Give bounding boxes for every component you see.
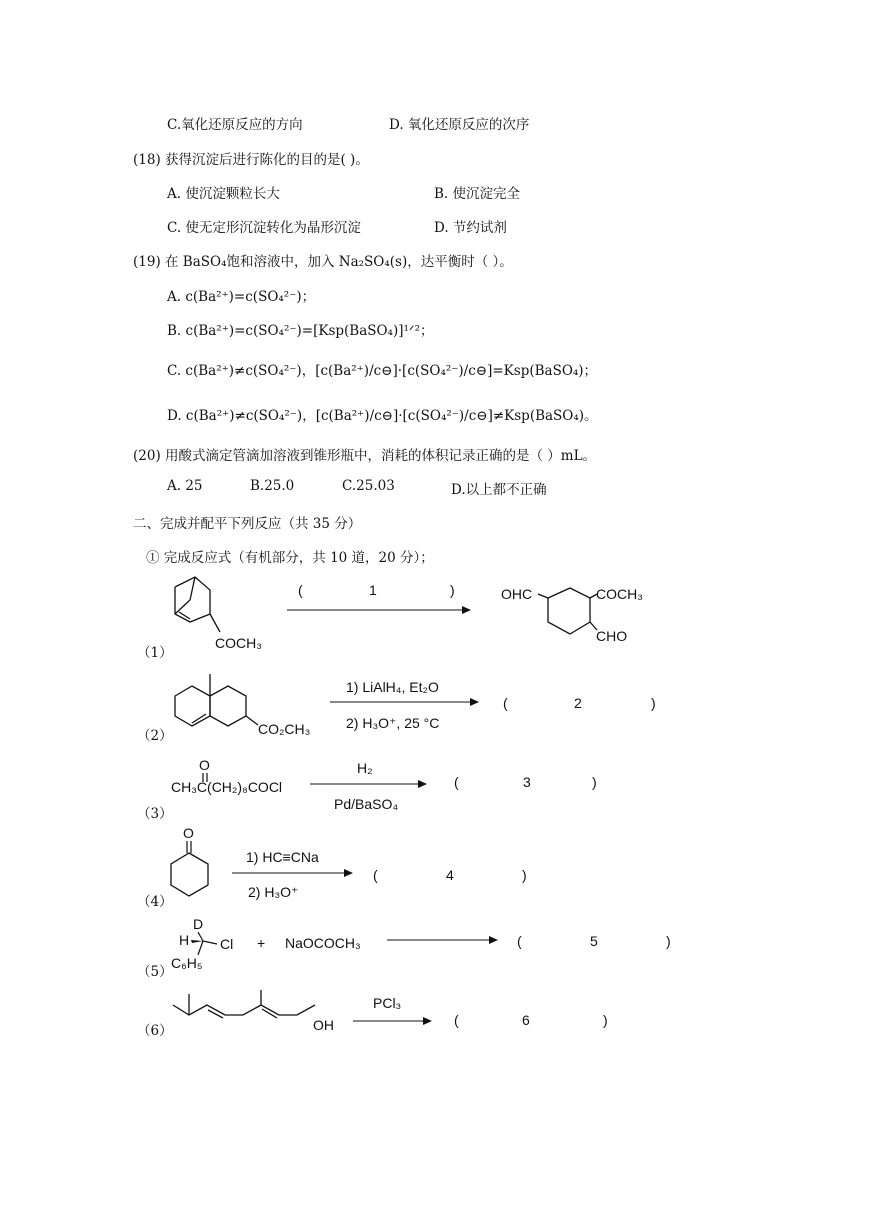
reaction-1-product-cho-left: OHC <box>501 586 533 602</box>
q18-option-d: D. 节约试剂 <box>434 220 507 236</box>
reaction-3-blank-open: ( <box>454 774 459 790</box>
reaction-5-plus: + <box>257 935 266 951</box>
q20-option-c: C.25.03 <box>342 478 395 494</box>
reaction-3-blank-close: ) <box>592 774 597 790</box>
reaction-2-blank-close: ) <box>651 695 656 711</box>
q17-option-d: D. 氧化还原反应的次序 <box>389 117 530 133</box>
reaction-5-blank-open: ( <box>517 933 522 949</box>
q20-option-a: A. 25 <box>167 478 203 494</box>
reaction-2-condition-top: 1) LiAlH₄, Et₂O <box>346 679 439 695</box>
q19-option-b: B. c(Ba²⁺)=c(SO₄²⁻)=[Ksp(BaSO₄)]¹ᐟ²； <box>167 323 434 339</box>
q20-stem: (20) 用酸式滴定管滴加溶液到锥形瓶中，消耗的体积记录正确的是（ ）mL。 <box>133 448 597 464</box>
reaction-2-reactant-label: CO₂CH₃ <box>258 721 311 737</box>
reaction-5-chlorine: Cl <box>220 936 234 952</box>
reaction-6-blank-open: ( <box>454 1012 459 1028</box>
q18-option-b: B. 使沉淀完全 <box>434 186 521 202</box>
reaction-3-reactant: CH₃C(CH₂)₈COCl <box>171 779 283 795</box>
reaction-1-arrow <box>287 605 472 615</box>
reaction-3-carbonyl-o: O <box>199 757 210 773</box>
reaction-5-phenyl: C₆H₅ <box>171 955 203 971</box>
q19-option-d: D. c(Ba²⁺)≠c(SO₄²⁻)，[c(Ba²⁺)/c⊖]·[c(SO₄²⁻)/c⊖]≠Ksp(BaSO₄)。 <box>167 408 598 424</box>
reaction-2-condition-bottom: 2) H₃O⁺, 25 °C <box>346 715 440 731</box>
reaction-4-carbonyl-o: O <box>183 825 194 841</box>
reaction-3-blank-number: 3 <box>523 774 531 790</box>
reaction-4-condition-top: 1) HC≡CNa <box>246 849 319 865</box>
q17-option-c: C.氧化还原反应的方向 <box>167 117 303 133</box>
reaction-3-number: （3） <box>137 806 173 822</box>
reaction-6-condition-top: PCl₃ <box>373 995 402 1011</box>
reaction-1-product-structure <box>500 580 680 650</box>
q18-option-a: A. 使沉淀颗粒长大 <box>167 186 280 202</box>
reaction-3-condition-bottom: Pd/BaSO₄ <box>334 796 399 812</box>
q18-stem: (18) 获得沉淀后进行陈化的目的是( )。 <box>133 152 369 168</box>
reaction-4-number: （4） <box>137 894 173 910</box>
q19-option-a: A. c(Ba²⁺)=c(SO₄²⁻)； <box>167 289 316 305</box>
reaction-6-reactant-structure <box>170 990 345 1035</box>
reaction-1-reactant-label: COCH₃ <box>215 635 262 651</box>
reaction-2-reactant-structure <box>170 668 320 738</box>
q20-option-d: D.以上都不正确 <box>451 482 547 498</box>
reaction-4-blank-open: ( <box>373 867 378 883</box>
reaction-6-blank-number: 6 <box>522 1012 530 1028</box>
reaction-6-blank-close: ) <box>603 1012 608 1028</box>
reaction-1-blank-close: ) <box>450 582 455 598</box>
reaction-3-arrow <box>310 779 430 789</box>
reaction-3-condition-top: H₂ <box>357 760 373 776</box>
reaction-2-number: （2） <box>137 728 173 744</box>
reaction-2-blank-open: ( <box>503 695 508 711</box>
reaction-5-arrow <box>387 935 502 945</box>
reaction-4-blank-close: ) <box>522 867 527 883</box>
reaction-1-reactant-structure <box>160 572 280 662</box>
reaction-1-product-cho-bottom: CHO <box>596 628 628 644</box>
reaction-2-blank-number: 2 <box>574 695 582 711</box>
q19-stem: (19) 在 BaSO₄饱和溶液中，加入 Na₂SO₄(s)，达平衡时（ ）。 <box>133 254 513 270</box>
reaction-5-blank-close: ) <box>666 933 671 949</box>
reaction-6-arrow <box>353 1016 433 1026</box>
reaction-5-number: （5） <box>137 964 173 980</box>
q20-option-b: B.25.0 <box>250 478 295 494</box>
reaction-4-blank-number: 4 <box>446 867 454 883</box>
reaction-1-blank-open: ( <box>298 582 303 598</box>
q19-option-c: C. c(Ba²⁺)≠c(SO₄²⁻)，[c(Ba²⁺)/c⊖]·[c(SO₄²⁻)/c⊖]=Ksp(BaSO₄)； <box>167 363 598 379</box>
reaction-5-reactant-structure <box>170 914 250 976</box>
reaction-1-blank-number: 1 <box>369 582 377 598</box>
reaction-4-reactant-structure <box>168 825 218 900</box>
reaction-4-arrow <box>232 868 357 878</box>
reaction-5-hydrogen: H <box>179 932 190 948</box>
q18-option-c: C. 使无定形沉淀转化为晶形沉淀 <box>167 220 361 236</box>
reaction-6-hydroxyl: OH <box>313 1017 334 1033</box>
reaction-5-reagent: NaOCOCH₃ <box>285 935 361 951</box>
reaction-1-product-acetyl: COCH₃ <box>596 586 643 602</box>
section2-part1: ① 完成反应式（有机部分，共 10 道，20 分）； <box>146 550 434 566</box>
reaction-6-number: （6） <box>137 1023 173 1039</box>
section2-title: 二、完成并配平下列反应（共 35 分） <box>133 516 362 532</box>
reaction-5-deuterium: D <box>193 916 204 932</box>
reaction-4-condition-bottom: 2) H₃O⁺ <box>248 884 299 900</box>
reaction-2-arrow <box>330 697 480 707</box>
reaction-5-blank-number: 5 <box>590 933 598 949</box>
reaction-1-number: （1） <box>137 645 173 661</box>
